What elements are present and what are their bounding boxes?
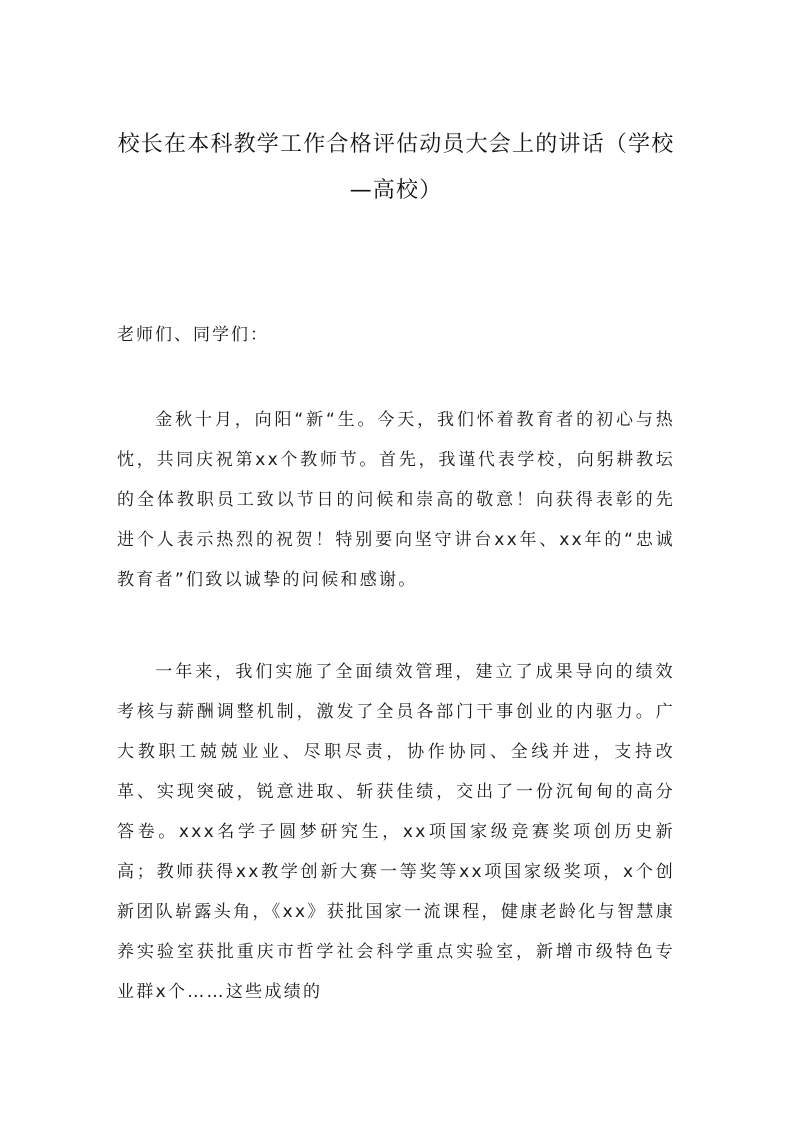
body-paragraph: 一年来，我们实施了全面绩效管理，建立了成果导向的绩效考核与薪酬调整机制，激发了全员各部门干事创业的内驱力。广大教职工兢兢业业、尽职尽责，协作协同、全线并进，支持改革、实现突破，锐意进取、斩获佳绩，交出了一份沉甸甸的高分答卷。xxx名学子圆梦研究生，xx项国家级竞赛奖项创历史新高；教师获得xx教学创新大赛一等奖等xx项国家级奖项，x个创新团队崭露头角，《xx》获批国家一流课程，健康老龄化与智慧康养实验室获批重庆市哲学社会科学重点实验室，新增市级特色专业群x个……这些成绩的 xyxy=(117,662,675,1002)
salutation: 老师们、同学们： xyxy=(117,325,269,345)
body-paragraph: 金秋十月，向阳“新“生。今天，我们怀着教育者的初心与热忱，共同庆祝第xx个教师节。首先，我谨代表学校，向躬耕教坛的全体教职员工致以节日的问候和崇高的敬意！向获得表彰的先进个人表示热烈的祝贺！特别要向坚守讲台xx年、xx年的“忠诚教育者”们致以诚挚的问候和感谢。 xyxy=(117,410,675,590)
document-title: 校长在本科教学工作合格评估动员大会上的讲话（学校—高校） xyxy=(117,132,675,203)
